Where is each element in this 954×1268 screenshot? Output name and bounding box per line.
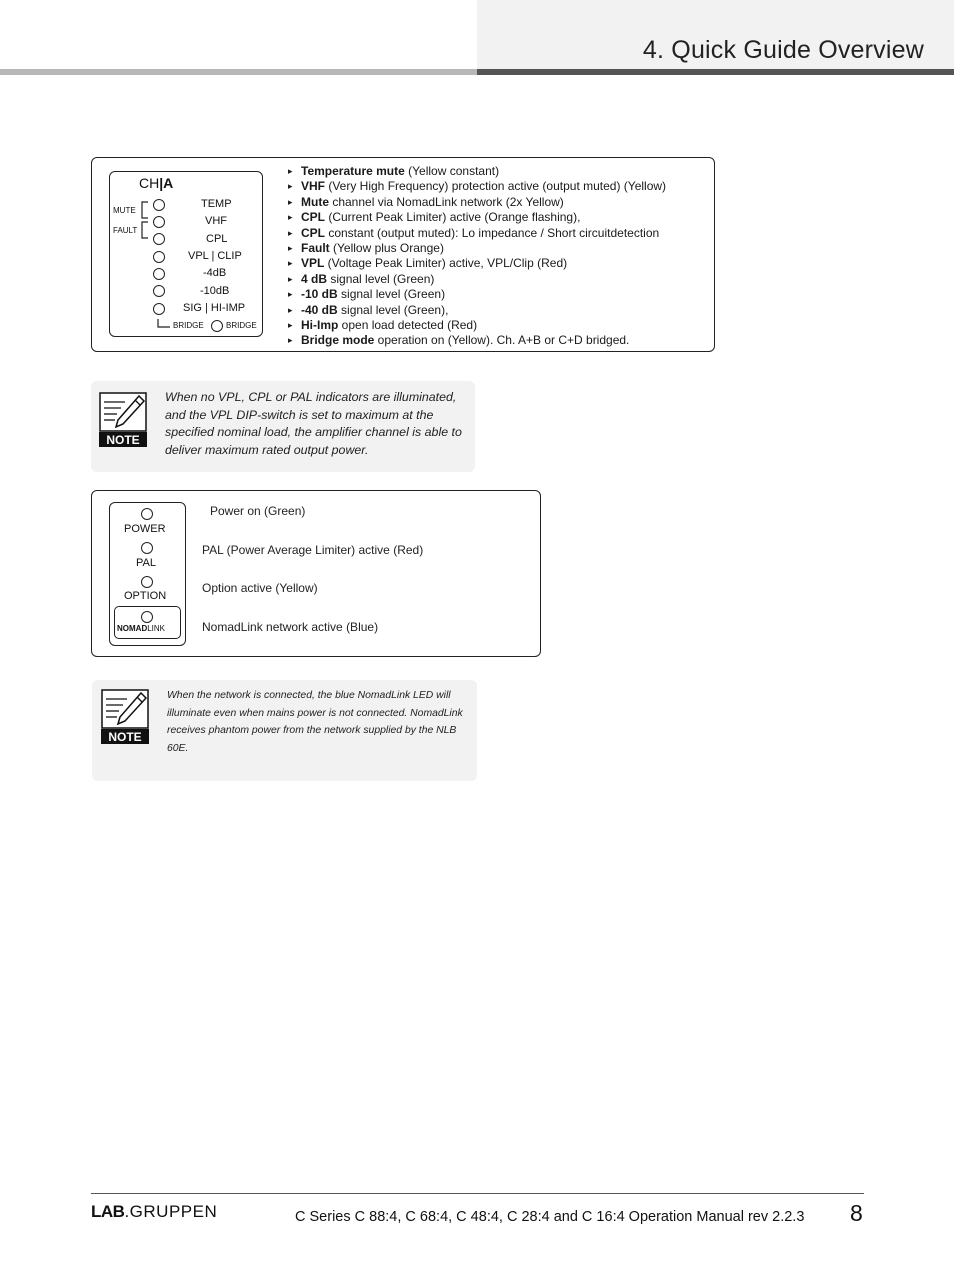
brand-logo-rest: .GRUPPEN [124, 1202, 218, 1221]
note-icon-label: NOTE [108, 730, 142, 744]
note-box-nomadlink [92, 680, 477, 781]
power-desc-pal: PAL (Power Average Limiter) active (Red) [202, 543, 424, 557]
led-label-vpl-clip: VPL | CLIP [188, 250, 242, 262]
brand-logo-bold: LAB [91, 1202, 125, 1221]
nomadlink-logo-bold: NOMAD [117, 624, 148, 633]
mute-label: MUTE [113, 206, 136, 215]
bullet-item: ▸ CPL (Current Peak Limiter) active (Orange flashing), [288, 210, 708, 225]
led-label-temp: TEMP [201, 198, 232, 210]
bullet-item: ▸ Bridge mode operation on (Yellow). Ch. A+B or C+D bridged. [288, 333, 708, 348]
manual-title: C Series C 88:4, C 68:4, C 48:4, C 28:4 and C 16:4 Operation Manual rev 2.2.3 [295, 1209, 805, 1225]
brand-logo [91, 1202, 217, 1222]
page-title: 4. Quick Guide Overview [642, 36, 924, 64]
header-rule-light [0, 69, 477, 75]
bullet-item: ▸ 4 dB signal level (Green) [288, 272, 708, 287]
bullet-item: ▸ VHF (Very High Frequency) protection active (output muted) (Yellow) [288, 179, 708, 194]
note-text: When no VPL, CPL or PAL indicators are illuminated, and the VPL DIP-switch is set to maximum at the specified nominal load, the amplifier channel is able to deliver maximum rated output power. [165, 390, 462, 457]
fault-label: FAULT [113, 226, 138, 235]
led-power [141, 508, 153, 520]
led-sig-hi-imp [153, 303, 165, 315]
header-rule-dark [477, 69, 954, 75]
bullet-item: ▸ -10 dB signal level (Green) [288, 287, 708, 302]
led-label-option: OPTION [124, 590, 167, 602]
channel-heading: CH|A [139, 175, 174, 191]
led-option [141, 576, 153, 588]
led-vhf [153, 216, 165, 228]
led-label-pal: PAL [136, 557, 156, 569]
led-nomadlink [141, 611, 153, 623]
note-icon-label: NOTE [106, 433, 140, 447]
led-label-4db: -4dB [203, 267, 227, 279]
led-bridge [211, 320, 223, 332]
nomadlink-logo [117, 624, 165, 633]
led-label-10db: -10dB [200, 285, 230, 297]
led-label-sig-hi-imp: SIG | HI-IMP [183, 302, 246, 314]
footer-rule [91, 1193, 864, 1194]
led-pal [141, 542, 153, 554]
bridge-label-right: BRIDGE [226, 321, 257, 330]
led-4db [153, 268, 165, 280]
channel-led-descriptions [288, 164, 708, 349]
led-vpl-clip [153, 251, 165, 263]
led-10db [153, 285, 165, 297]
bridge-connector [156, 318, 172, 330]
power-desc-power: Power on (Green) [210, 504, 306, 518]
bullet-item: ▸ -40 dB signal level (Green), [288, 303, 708, 318]
bullet-item: ▸ Fault (Yellow plus Orange) [288, 241, 708, 256]
led-label-cpl: CPL [206, 233, 228, 245]
note-pencil-icon [99, 392, 147, 448]
note-pencil-icon [101, 689, 149, 745]
led-temp [153, 199, 165, 211]
led-label-vhf: VHF [205, 215, 227, 227]
bullet-item: ▸ Temperature mute (Yellow constant) [288, 164, 708, 179]
bullet-item: ▸ Hi-Imp open load detected (Red) [288, 318, 708, 333]
page-number: 8 [850, 1200, 863, 1226]
power-desc-option: Option active (Yellow) [202, 581, 318, 595]
bullet-item: ▸ VPL (Voltage Peak Limiter) active, VPL/Clip (Red) [288, 256, 708, 271]
note-text: When the network is connected, the blue NomadLink LED will illuminate even when mains power is not connected. NomadLink receives phantom power from the network supplied by the NLB 60E. [167, 690, 463, 754]
bullet-item: ▸ Mute channel via NomadLink network (2x Yellow) [288, 195, 708, 210]
channel-heading-letter: A [163, 175, 174, 191]
led-label-power: POWER [124, 523, 166, 535]
bullet-item: ▸ CPL constant (output muted): Lo impedance / Short circuitdetection [288, 226, 708, 241]
bridge-label-left: BRIDGE [173, 321, 204, 330]
led-cpl [153, 233, 165, 245]
power-desc-nomadlink: NomadLink network active (Blue) [202, 620, 379, 634]
channel-heading-prefix: CH [139, 175, 160, 191]
mute-fault-brackets [139, 200, 153, 244]
note-box-vpl [91, 381, 475, 472]
nomadlink-logo-rest: LINK [147, 624, 166, 633]
